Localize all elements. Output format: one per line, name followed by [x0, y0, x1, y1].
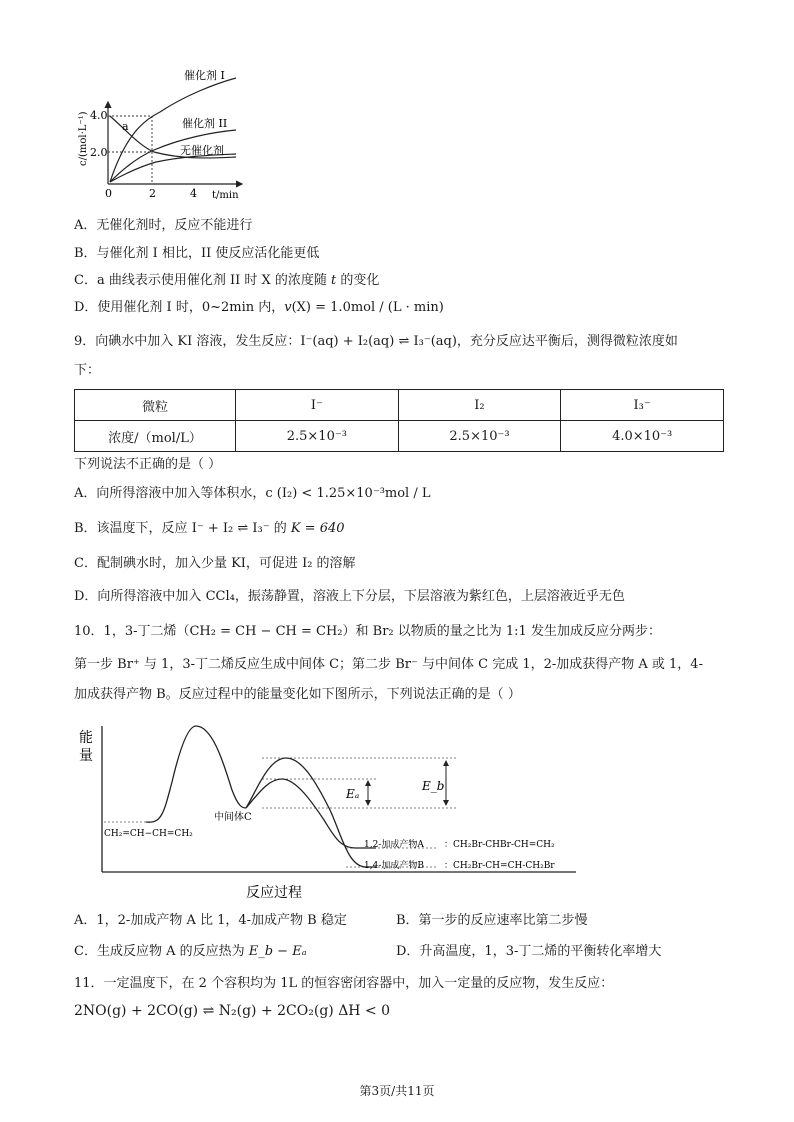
q8-option-d	[74, 299, 444, 317]
q10-stem-c: 以物质的量之比为	[393, 624, 506, 639]
q10-option-d: D．升高温度，1，3-丁二烯的平衡转化率增大	[396, 944, 662, 959]
q10-stem-line2	[74, 656, 703, 674]
y-axis-label: c/(mol·L⁻¹)	[78, 111, 89, 166]
eb-label: E_b	[422, 779, 445, 793]
table-cell: 2.5×10⁻³	[398, 421, 561, 452]
q9-c-i2: I₂	[302, 556, 313, 571]
energy-profile-diagram	[76, 712, 596, 902]
concentration-table	[74, 389, 724, 452]
q9-a-text: A．向所得溶液中加入等体积水，	[74, 486, 266, 501]
q9-stem-eq: I⁻(aq) + I₂(aq) ⇌ I₃⁻(aq)	[300, 334, 457, 349]
reactant-label: CH₂=CH−CH=CH₂	[104, 829, 193, 839]
q9-option-b	[74, 520, 345, 538]
q8-d-text: D．使用催化剂 I 时，0~2min 内，	[74, 300, 285, 315]
q10-stem-b: ）和	[342, 624, 373, 639]
q10-stem-a: 10．1，3-丁二烯（	[74, 624, 190, 639]
y-tick-2: 2.0	[90, 146, 108, 159]
q9-stem-b: ，充分反应达平衡后，测得微粒浓度如	[456, 334, 678, 349]
q9-option-a	[74, 485, 431, 503]
curve-to-intermediate	[146, 726, 246, 822]
table-cell: 4.0×10⁻³	[561, 421, 724, 452]
product-b-label: 1,4-加成产物B	[364, 861, 424, 871]
q8-c-t: t	[331, 273, 337, 288]
q8-d-eq: (X) = 1.0mol / (L · min)	[291, 300, 444, 315]
q10-formula: CH₂ = CH − CH = CH₂	[189, 624, 343, 639]
q11-equation: 2NO(g) + 2CO(g) ⇌ N₂(g) + 2CO₂(g) ΔH < 0	[74, 1003, 391, 1019]
q10-stem-line3: 加成获得产物 B。反应过程中的能量变化如下图所示，下列说法正确的是（ ）	[74, 687, 521, 702]
q9-c-post: 的溶解	[312, 556, 356, 571]
x-tick-4: 4	[190, 187, 197, 200]
label-cat2: 催化剂 II	[182, 117, 228, 130]
concentration-time-chart	[74, 62, 254, 206]
q9-c-text: C．配制碘水时，加入少量 KI，可促进	[74, 556, 303, 571]
q10-stem-line1	[74, 623, 661, 641]
reaction-progress-label: 反应过程	[246, 885, 302, 901]
q8-option-c	[74, 272, 379, 290]
q10-stem-d: 发生加成反应分两步：	[526, 624, 661, 639]
q8-d-v: v	[284, 300, 292, 315]
page-number: 第3页/共11页	[359, 1084, 435, 1098]
q9-option-c	[74, 555, 356, 573]
table-cell: 2.5×10⁻³	[236, 421, 399, 452]
table-header-cell: 微粒	[75, 390, 236, 421]
product-b-formula: ：CH₂Br-CH=CH-CH₂Br	[444, 861, 555, 871]
table-row	[75, 421, 724, 452]
x-tick-2: 2	[149, 187, 156, 200]
label-none: 无催化剂	[180, 144, 224, 157]
q9-option-d	[74, 588, 625, 606]
q8-option-a: A．无催化剂时，反应不能进行	[74, 218, 253, 233]
table-header-cell: I₂	[398, 390, 561, 421]
q9-d-post: ，振荡静置，溶液上下分层，下层溶液为紫红色，上层溶液近乎无色	[234, 589, 625, 604]
product-a-formula: ：CH₂Br-CHBr-CH=CH₂	[444, 840, 555, 850]
x-axis-label: t/min	[212, 190, 239, 201]
energy-label-1: 能	[79, 730, 93, 746]
q9-d-text: D．向所得溶液中加入	[74, 589, 206, 604]
ea-label: Eₐ	[346, 787, 360, 801]
q9-b-k: K = 640	[290, 521, 345, 536]
table-row	[75, 390, 724, 421]
q10-c-text: C．生成反应物 A 的反应热为	[74, 944, 249, 959]
q10-stem-2b: 与 1，3-丁二烯反应生成中间体 C；第二步	[139, 657, 396, 672]
q9-d-ccl4: CCl₄	[205, 589, 235, 604]
q8-c-text: C．a 曲线表示使用催化剂 II 时 X 的浓度随	[74, 273, 332, 288]
q9-question: 下列说法不正确的是（ ）	[74, 457, 222, 472]
table-header-cell: I⁻	[236, 390, 399, 421]
x-tick-0: 0	[105, 187, 112, 200]
q10-option-b: B．第一步的反应速率比第二步慢	[396, 913, 588, 928]
q10-option-a: A．1，2-加成产物 A 比 1，4-加成产物 B 稳定	[74, 913, 347, 928]
curve-a-label: a	[122, 120, 129, 133]
q9-a-eq: c (I₂) < 1.25×10⁻³mol / L	[265, 486, 431, 501]
table-header-cell: I₃⁻	[561, 390, 724, 421]
q9-stem-a: 9．向碘水中加入 KI 溶液，发生反应：	[74, 334, 301, 349]
q9-stem-line2: 下：	[74, 363, 101, 378]
q9-stem-line1	[74, 333, 678, 351]
q10-stem-2c: 与中间体 C 完成 1，2-加成获得产物 A 或 1，4-	[417, 657, 703, 672]
q10-ratio: 1:1	[505, 624, 527, 639]
y-tick-4: 4.0	[90, 109, 108, 122]
label-cat1: 催化剂 I	[184, 69, 225, 82]
q10-br-plus: Br⁺	[117, 657, 140, 672]
q10-br-minus: Br⁻	[395, 657, 418, 672]
q9-b-eq: I⁻ + I₂ ⇌ I₃⁻	[191, 521, 270, 536]
q10-c-eq: E_b − Eₐ	[248, 944, 307, 959]
q8-c-post: 的变化	[336, 273, 380, 288]
q9-b-text: B．该温度下，反应	[74, 521, 192, 536]
product-a-label: 1,2-加成产物A	[364, 840, 424, 850]
curve-path-b	[246, 758, 376, 867]
intermediate-label: 中间体C	[214, 812, 252, 823]
table-row-label: 浓度/（mol/L）	[75, 421, 236, 452]
q8-option-b: B．与催化剂 I 相比，II 使反应活化能更低	[74, 246, 320, 261]
q11-stem: 11．一定温度下，在 2 个容积均为 1L 的恒容密闭容器中，加入一定量的反应物，发生反应：	[74, 976, 614, 991]
q10-br2: Br₂	[372, 624, 394, 639]
energy-label-2: 量	[79, 748, 93, 764]
q10-option-c	[74, 943, 307, 961]
q10-stem-2a: 第一步	[74, 657, 118, 672]
curve-cat1	[110, 78, 236, 182]
q9-b-post: 的	[269, 521, 291, 536]
